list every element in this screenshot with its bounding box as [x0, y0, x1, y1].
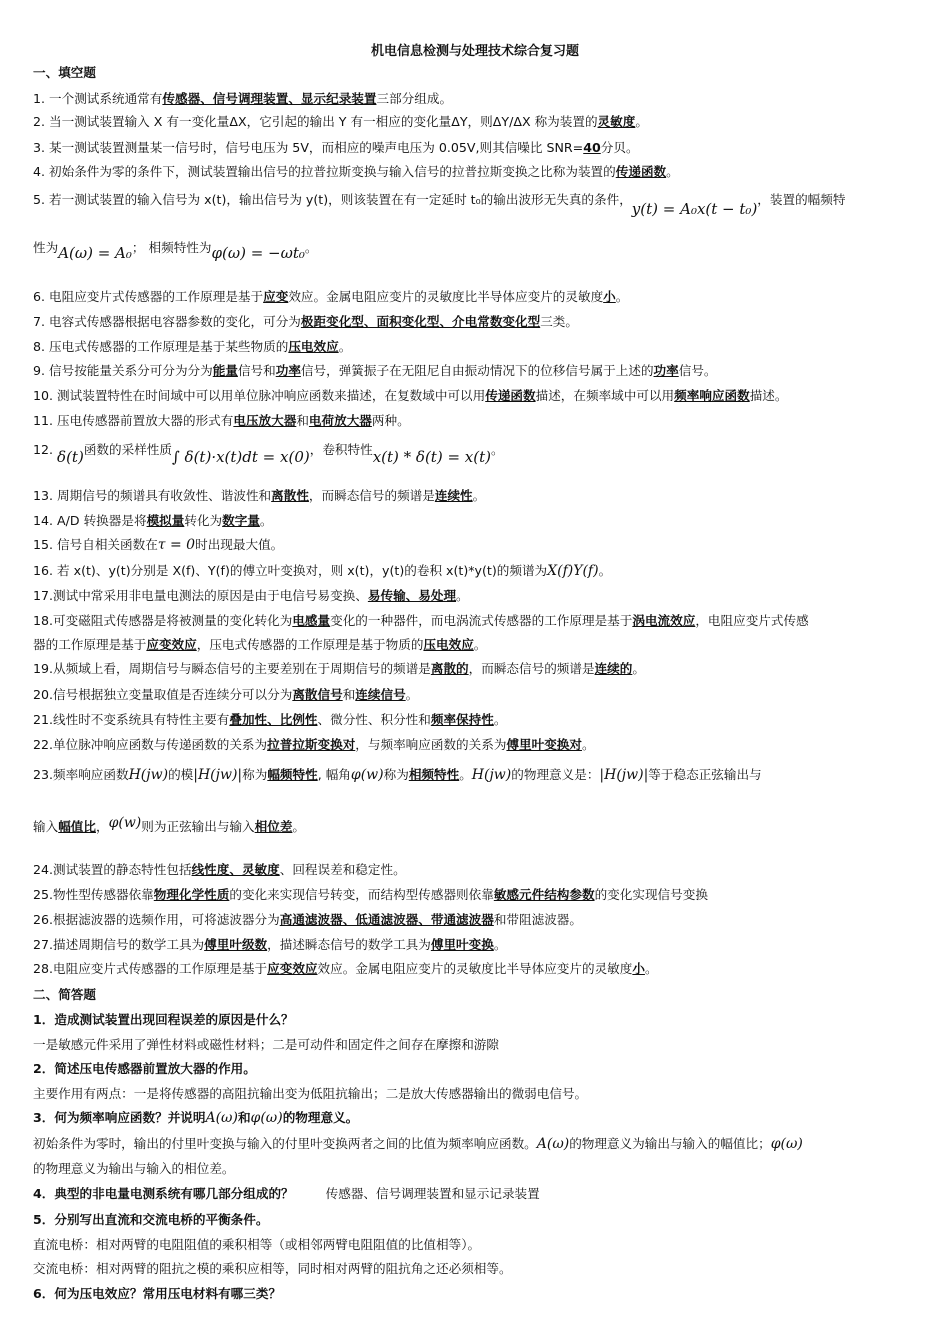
question-7: 7. 电容式传感器根据电容器参数的变化，可分为极距变化型、面积变化型、介电常数变化型三类。	[33, 314, 578, 329]
question-5: 5. 若一测试装置的输入信号为 x(t)，输出信号为 y(t)，则该装置在有一定延时 t₀的输出波形无失真的条件，y(t) = A₀x(t − t₀)，装置的幅频特	[33, 192, 846, 218]
question-1: 1. 一个测试系统通常有传感器、信号调理装置、显示纪录装置三部分组成。	[33, 91, 453, 106]
short-question-4: 4．典型的非电量电测系统有哪几部分组成的？ 传感器、信号调理装置和显示记录装置	[33, 1186, 540, 1201]
question-23: 23.频率响应函数H(jw)的模|H(jw)|称为幅频特性, 幅角φ(w)称为相频特性。H(jw)的物理意义是：|H(jw)|等于稳态正弦输出与	[33, 767, 762, 783]
question-3: 3. 某一测试装置测量某一信号时，信号电压为 5V，而相应的噪声电压为 0.05V,则其信噪比 SNR=40分贝。	[33, 140, 639, 155]
question-25: 25.物性型传感器依靠物理化学性质的变化来实现信号转变，而结构型传感器则依靠敏感元件结构参数的变化实现信号变换	[33, 887, 708, 902]
question-9: 9. 信号按能量关系分可分为分为能量信号和功率信号，弹簧振子在无阻尼自由振动情况下的位移信号属于上述的功率信号。	[33, 363, 717, 378]
question-28: 28.电阻应变片式传感器的工作原理是基于应变效应效应。金属电阻应变片的灵敏度比半导体应变片的灵敏度小。	[33, 961, 658, 976]
question-8: 8. 压电式传感器的工作原理是基于某些物质的压电效应。	[33, 339, 352, 354]
question-2: 2. 当一测试装置输入 X 有一变化量ΔX，它引起的输出 Y 有一相应的变化量ΔY，则ΔY/ΔX 称为装置的灵敏度。	[33, 114, 648, 129]
question-12: 12. δ(t)函数的采样性质∫ δ(t)·x(t)dt = x(0)，卷积特性x(t) * δ(t) = x(t)。	[33, 442, 504, 466]
question-26: 26.根据滤波器的选频作用，可将滤波器分为高通滤波器、低通滤波器、带通滤波器和带阻滤波器。	[33, 912, 582, 927]
short-answer-5-dc: 直流电桥：相对两臂的电阻阻值的乘积相等（或相邻两臂电阻阻值的比值相等）。	[33, 1237, 481, 1252]
question-16: 16. 若 x(t)、y(t)分别是 X(f)、Y(f)的傅立叶变换对，则 x(t)，y(t)的卷积 x(t)*y(t)的频谱为X(f)Y(f)。	[33, 563, 612, 579]
short-answer-2: 主要作用有两点：一是将传感器的高阻抗输出变为低阻抗输出；二是放大传感器输出的微弱电信号。	[33, 1086, 588, 1101]
short-answer-1: 一是敏感元件采用了弹性材料或磁性材料；二是可动件和固定件之间存在摩擦和游隙	[33, 1037, 499, 1052]
question-19: 19.从频域上看，周期信号与瞬态信号的主要差别在于周期信号的频谱是离散的，而瞬态信号的频谱是连续的。	[33, 661, 645, 676]
section-heading-fill-blank: 一、填空题	[33, 65, 96, 80]
question-4: 4. 初始条件为零的条件下，测试装置输出信号的拉普拉斯变换与输入信号的拉普拉斯变换之比称为装置的传递函数。	[33, 164, 679, 179]
short-answer-3: 初始条件为零时，输出的付里叶变换与输入的付里叶变换两者之间的比值为频率响应函数。A(ω)的物理意义为输出与输入的幅值比；φ(ω)	[33, 1136, 803, 1152]
question-15: 15. 信号自相关函数在τ = 0时出现最大值。	[33, 537, 284, 553]
question-21: 21.线性时不变系统具有特性主要有叠加性、比例性、微分性、积分性和频率保持性。	[33, 712, 507, 727]
short-answer-4: 传感器、信号调理装置和显示记录装置	[325, 1186, 540, 1201]
question-18-line-2: 器的工作原理是基于应变效应，压电式传感器的工作原理是基于物质的压电效应。	[33, 637, 487, 652]
formula-phase: φ(ω) = −ωt₀	[211, 244, 305, 262]
short-question-5: 5．分别写出直流和交流电桥的平衡条件。	[33, 1212, 269, 1227]
formula-output-distortionless: y(t) = A₀x(t − t₀)	[631, 200, 758, 218]
short-question-6: 6．何为压电效应？常用压电材料有哪三类？	[33, 1286, 282, 1301]
formula-convolution-property: x(t) * δ(t) = x(t)	[372, 448, 491, 466]
question-27: 27.描述周期信号的数学工具为傅里叶级数，描述瞬态信号的数学工具为傅里叶变换。	[33, 937, 507, 952]
question-5-line-2: 性为A(ω) = A₀； 相频特性为φ(ω) = −ωt₀。	[33, 240, 318, 262]
question-10: 10. 测试装置特性在时间域中可以用单位脉冲响应函数来描述，在复数域中可以用传递函数描述，在频率域中可以用频率响应函数描述。	[33, 388, 788, 403]
question-20: 20.信号根据独立变量取值是否连续分可以分为离散信号和连续信号。	[33, 687, 419, 702]
question-13: 13. 周期信号的频谱具有收敛性、谐波性和离散性，而瞬态信号的频谱是连续性。	[33, 488, 486, 503]
question-14: 14. A/D 转换器是将模拟量转化为数字量。	[33, 513, 273, 528]
section-heading-short-answer: 二、简答题	[33, 987, 96, 1002]
question-23-line-2: 输入幅值比，φ(w)则为正弦输出与输入相位差。	[33, 815, 305, 834]
short-answer-3-line-2: 的物理意义为输出与输入的相位差。	[33, 1161, 235, 1176]
question-22: 22.单位脉冲响应函数与传递函数的关系为拉普拉斯变换对，与频率响应函数的关系为傅里叶变换对。	[33, 737, 595, 752]
page-title: 机电信息检测与处理技术综合复习题	[370, 44, 579, 59]
question-17: 17.测试中常采用非电量电测法的原因是由于电信号易变换、易传输、易处理。	[33, 588, 469, 603]
question-11: 11. 压电传感器前置放大器的形式有电压放大器和电荷放大器两种。	[33, 413, 410, 428]
question-24: 24.测试装置的静态特性包括线性度、灵敏度、回程误差和稳定性。	[33, 862, 406, 877]
short-question-3: 3．何为频率响应函数？并说明A(ω)和φ(ω)的物理意义。	[33, 1110, 359, 1126]
short-answer-5-ac: 交流电桥：相对两臂的阻抗之模的乘积应相等，同时相对两臂的阻抗角之还必须相等。	[33, 1261, 512, 1276]
short-question-1: 1．造成测试装置出现回程误差的原因是什么？	[33, 1012, 294, 1027]
formula-amplitude: A(ω) = A₀	[58, 244, 132, 262]
question-18: 18.可变磁阻式传感器是将被测量的变化转化为电感量变化的一种器件，而电涡流式传感器的工作原理是基于涡电流效应，电阻应变片式传感	[33, 613, 809, 628]
formula-sampling-property: ∫ δ(t)·x(t)dt = x(0)	[171, 448, 310, 466]
question-6: 6. 电阻应变片式传感器的工作原理是基于应变效应。金属电阻应变片的灵敏度比半导体应变片的灵敏度小。	[33, 289, 629, 304]
short-question-2: 2．简述压电传感器前置放大器的作用。	[33, 1061, 256, 1076]
